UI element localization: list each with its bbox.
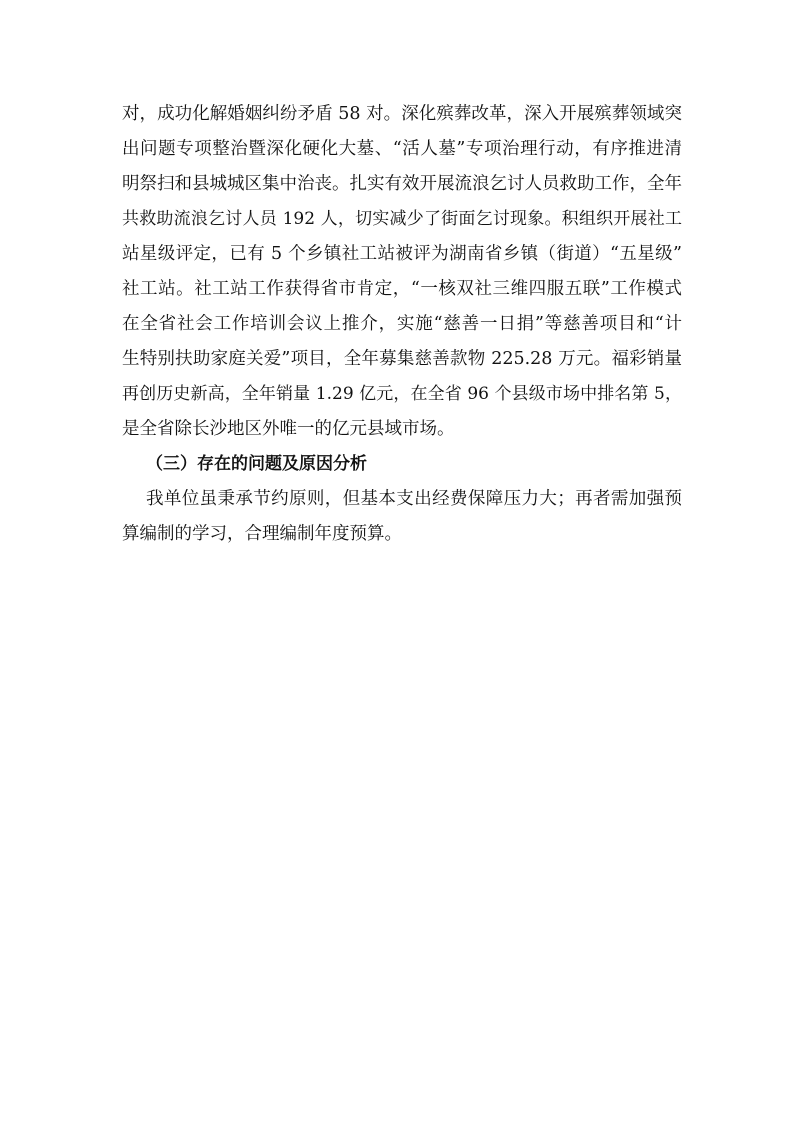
paragraph-summary (122, 97, 682, 447)
text-line: 在全省社会工作培训会议上推介，实施“慈善一日捐”等慈善项目和“计 (122, 314, 682, 334)
document-body (122, 97, 682, 552)
text-line: 站星级评定，已有 5 个乡镇社工站被评为湖南省乡镇（街道）“五星级” (122, 244, 682, 264)
text-line: 出问题专项整治暨深化硬化大墓、“活人墓”专项治理行动，有序推进清 (122, 139, 682, 159)
text-line: 对，成功化解婚姻纠纷矛盾 58 对。深化殡葬改革，深入开展殡葬领域突 (122, 104, 682, 124)
text-line: 是全省除长沙地区外唯一的亿元县域市场。 (122, 419, 455, 439)
section-heading: （三）存在的问题及原因分析 (146, 454, 367, 474)
text-line: 社工站。社工站工作获得省市肯定，“一核双社三维四服五联”工作模式 (122, 279, 682, 299)
text-line: 我单位虽秉承节约原则，但基本支出经费保障压力大；再者需加强预 (146, 489, 682, 509)
text-line: 明祭扫和县城城区集中治丧。扎实有效开展流浪乞讨人员救助工作，全年 (122, 174, 682, 194)
paragraph-problems (122, 482, 682, 552)
text-line: 算编制的学习，合理编制年度预算。 (122, 524, 402, 544)
text-line: 再创历史新高，全年销量 1.29 亿元，在全省 96 个县级市场中排名第 5， (122, 384, 682, 404)
text-line: 共救助流浪乞讨人员 192 人，切实减少了街面乞讨现象。积组织开展社工 (122, 209, 682, 229)
text-line: 生特别扶助家庭关爱”项目，全年募集慈善款物 225.28 万元。福彩销量 (122, 349, 682, 369)
